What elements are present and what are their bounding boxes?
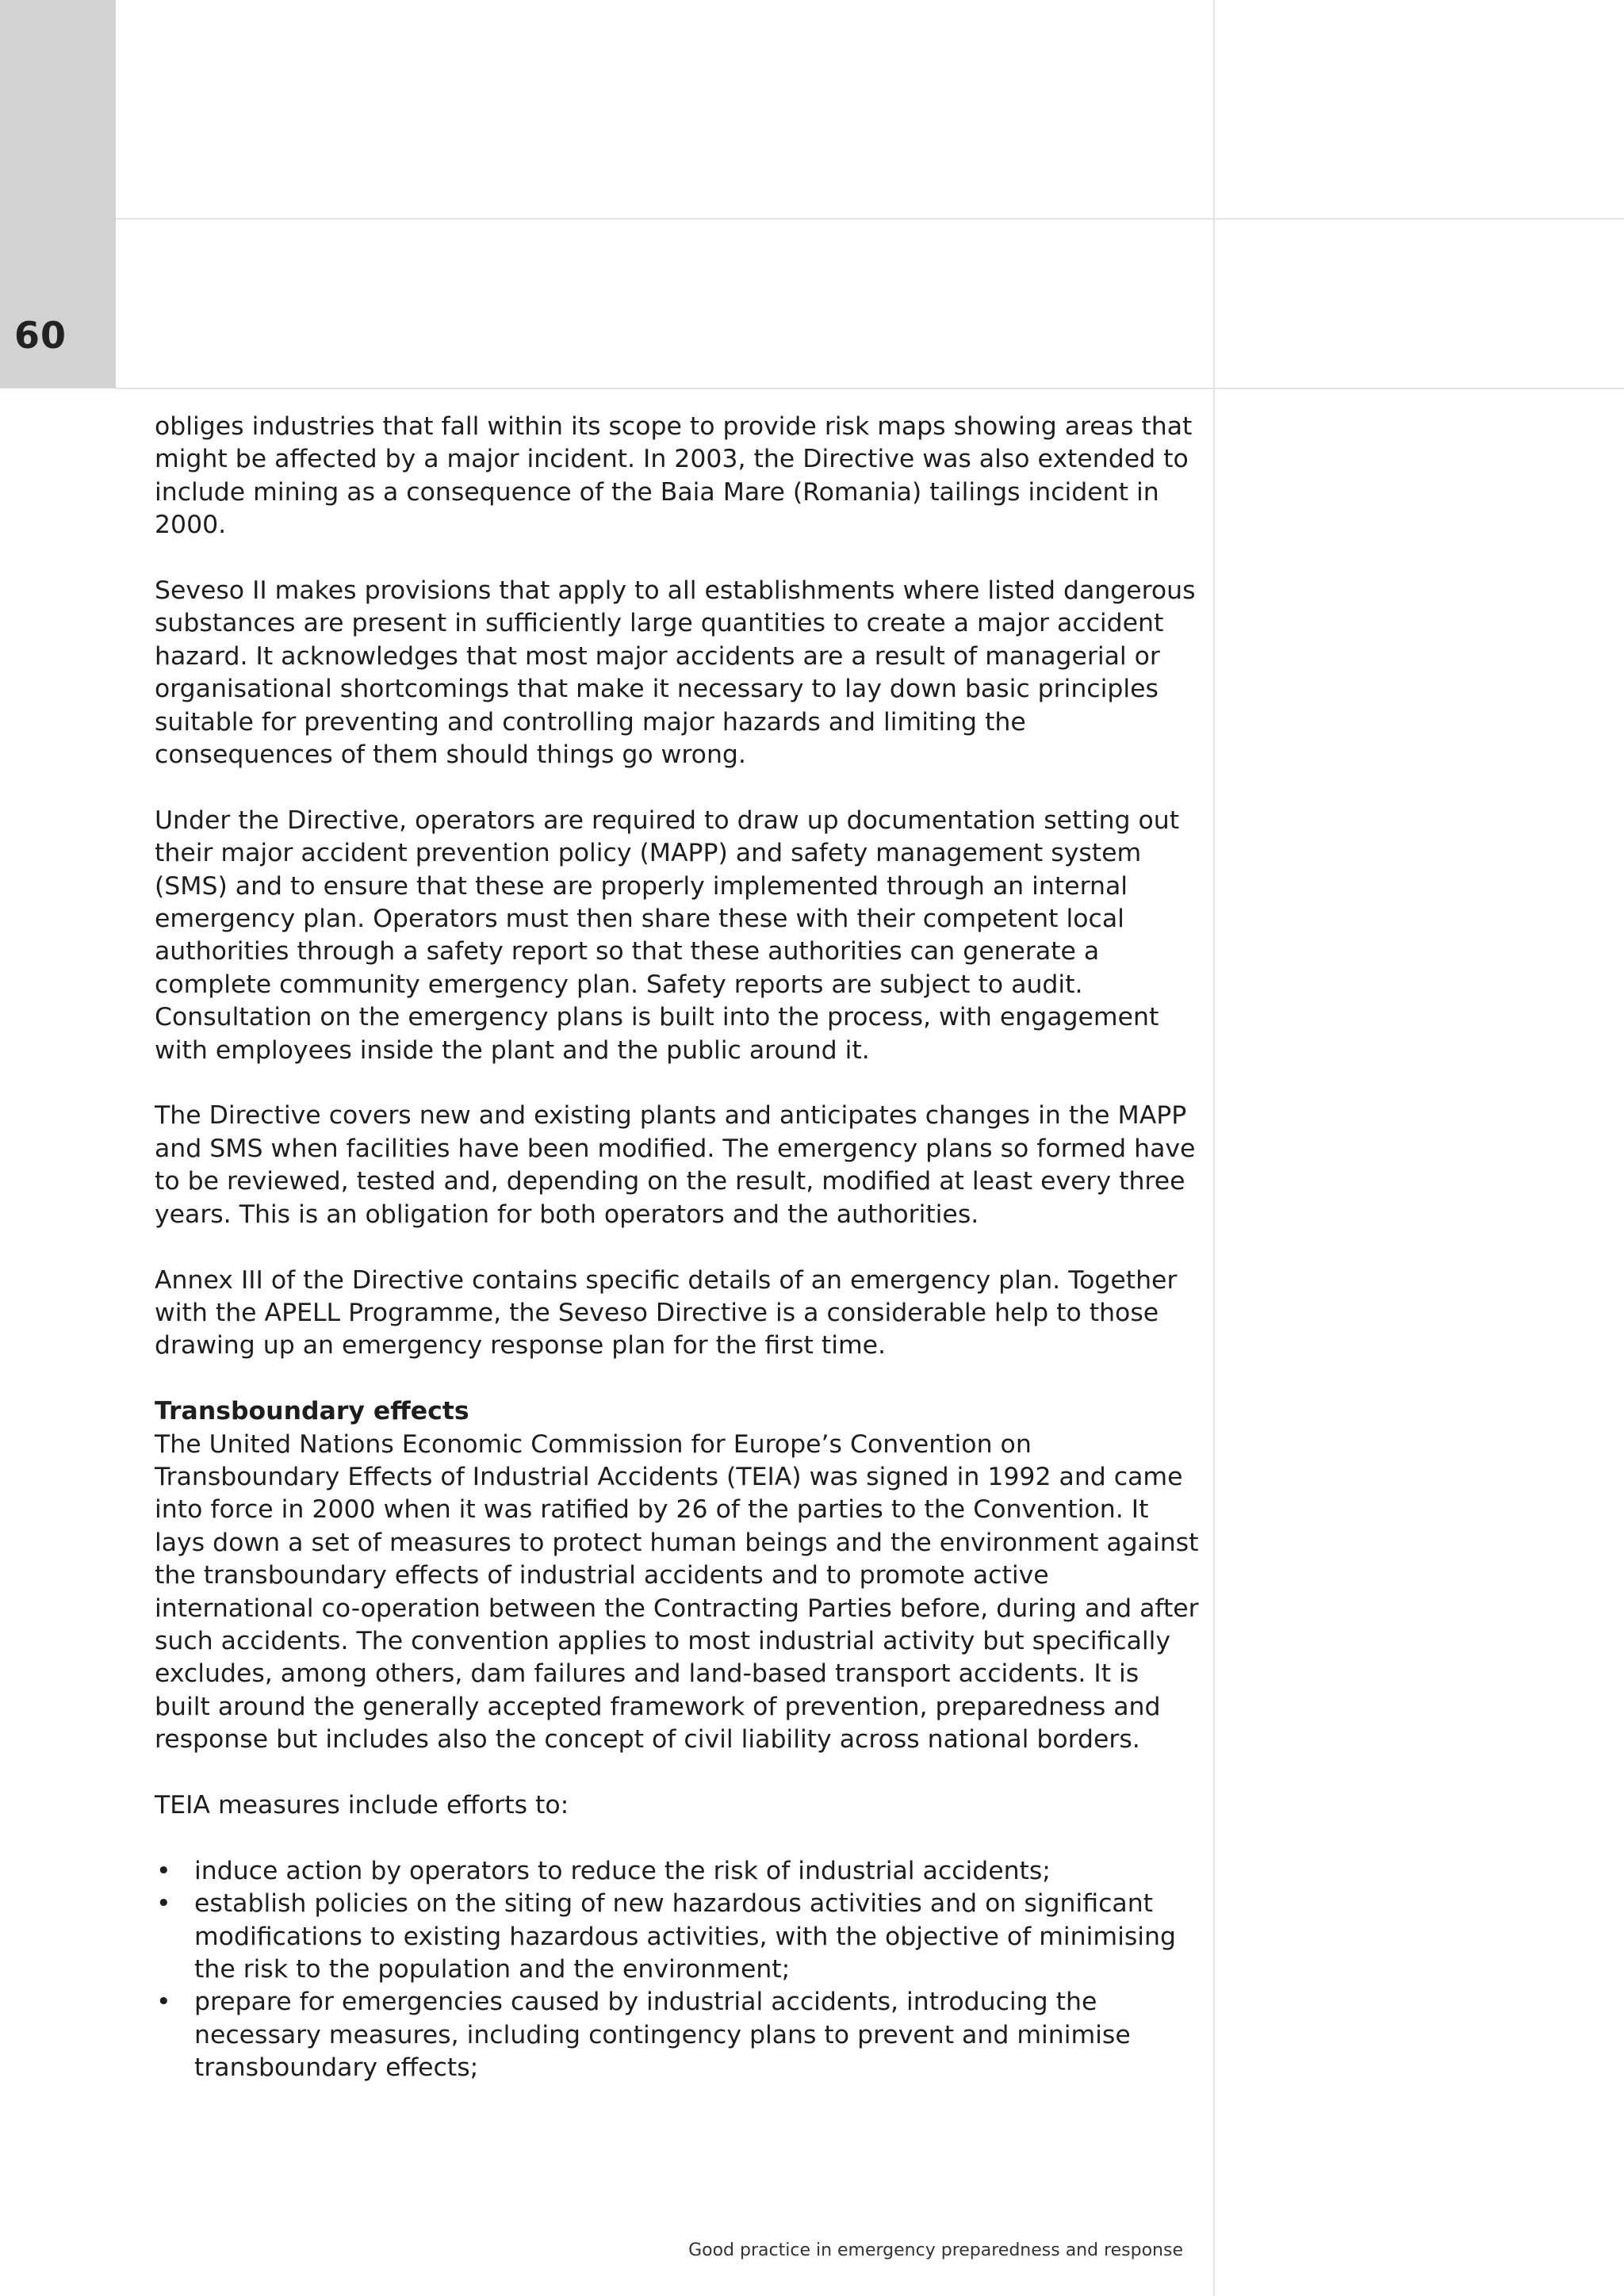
body-paragraph: Annex III of the Directive contains specific details of an emergency plan. Together with the APELL Programme, the Seveso Directive is a considerable help to those drawing up an emergency response plan for the first time. (155, 1265, 1178, 1360)
body-paragraph: obliges industries that fall within its scope to provide risk maps showing areas that might be affected by a major incident. In 2003, the Directive was also extended to include mining as a consequence of the Baia Mare (Romania) tailings incident in 2000. (155, 412, 1193, 540)
body-paragraph: TEIA measures include efforts to: (155, 1790, 569, 1820)
running-footer: Good practice in emergency preparedness and response (688, 2241, 1183, 2260)
main-text-column (155, 411, 1201, 2085)
list-item: • induce action by operators to reduce the risk of industrial accidents; (155, 1855, 1201, 1888)
page-number: 60 (14, 314, 67, 357)
body-paragraph: The Directive covers new and existing plants and anticipates changes in the MAPP and SMS when facilities have been modified. The emergency plans so formed have to be reviewed, tested and, depending on the result, modified at least every three years. This is an obligation for both operators and the authorities. (155, 1101, 1196, 1229)
list-item: • establish policies on the siting of new hazardous activities and on significant modifications to existing hazardous activities, with the objective of minimising the risk to the population and the environment; (155, 1888, 1201, 1986)
body-paragraph: Seveso II makes provisions that apply to all establishments where listed dangerous substances are present in sufficiently large quantities to create a major accident hazard. It acknowledges that most major accidents are a result of managerial or organisational shortcomings that make it necessary to lay down basic principles suitable for preventing and controlling major hazards and limiting the consequences of them should things go wrong. (155, 576, 1196, 770)
body-paragraph: The United Nations Economic Commission for Europe’s Convention on Transboundary Effects of Industrial Accidents (TEIA) was signed in 1992 and came into force in 2000 when it was ratified by 26 of the parties to the Convention. It lays down a set of measures to protect human beings and the environment against the transboundary effects of industrial accidents and to promote active international co-operation between the Contracting Parties before, during and after such accidents. The convention applies to most industrial activity but specifically excludes, among others, dam failures and land-based transport accidents. It is built around the generally accepted framework of prevention, preparedness and response but includes also the concept of civil liability across national borders. (155, 1429, 1199, 1755)
bullet-list (155, 1855, 1201, 2085)
list-item: • prepare for emergencies caused by industrial accidents, introducing the necessary measures, including contingency plans to prevent and minimise transboundary effects; (155, 1986, 1201, 2084)
header-rule-top (116, 218, 1624, 220)
body-paragraph: Under the Directive, operators are required to draw up documentation setting out their major accident prevention policy (MAPP) and safety management system (SMS) and to ensure that these are properly implemented through an internal emergency plan. Operators must then share these with their competent local authorities through a safety report so that these authorities can generate a complete community emergency plan. Safety reports are subject to audit. Consultation on the emergency plans is built into the process, with engagement with employees inside the plant and the public around it. (155, 806, 1180, 1065)
section-heading: Transboundary effects (155, 1397, 469, 1426)
column-divider (1213, 0, 1215, 2296)
header-rule-bottom (116, 388, 1624, 389)
